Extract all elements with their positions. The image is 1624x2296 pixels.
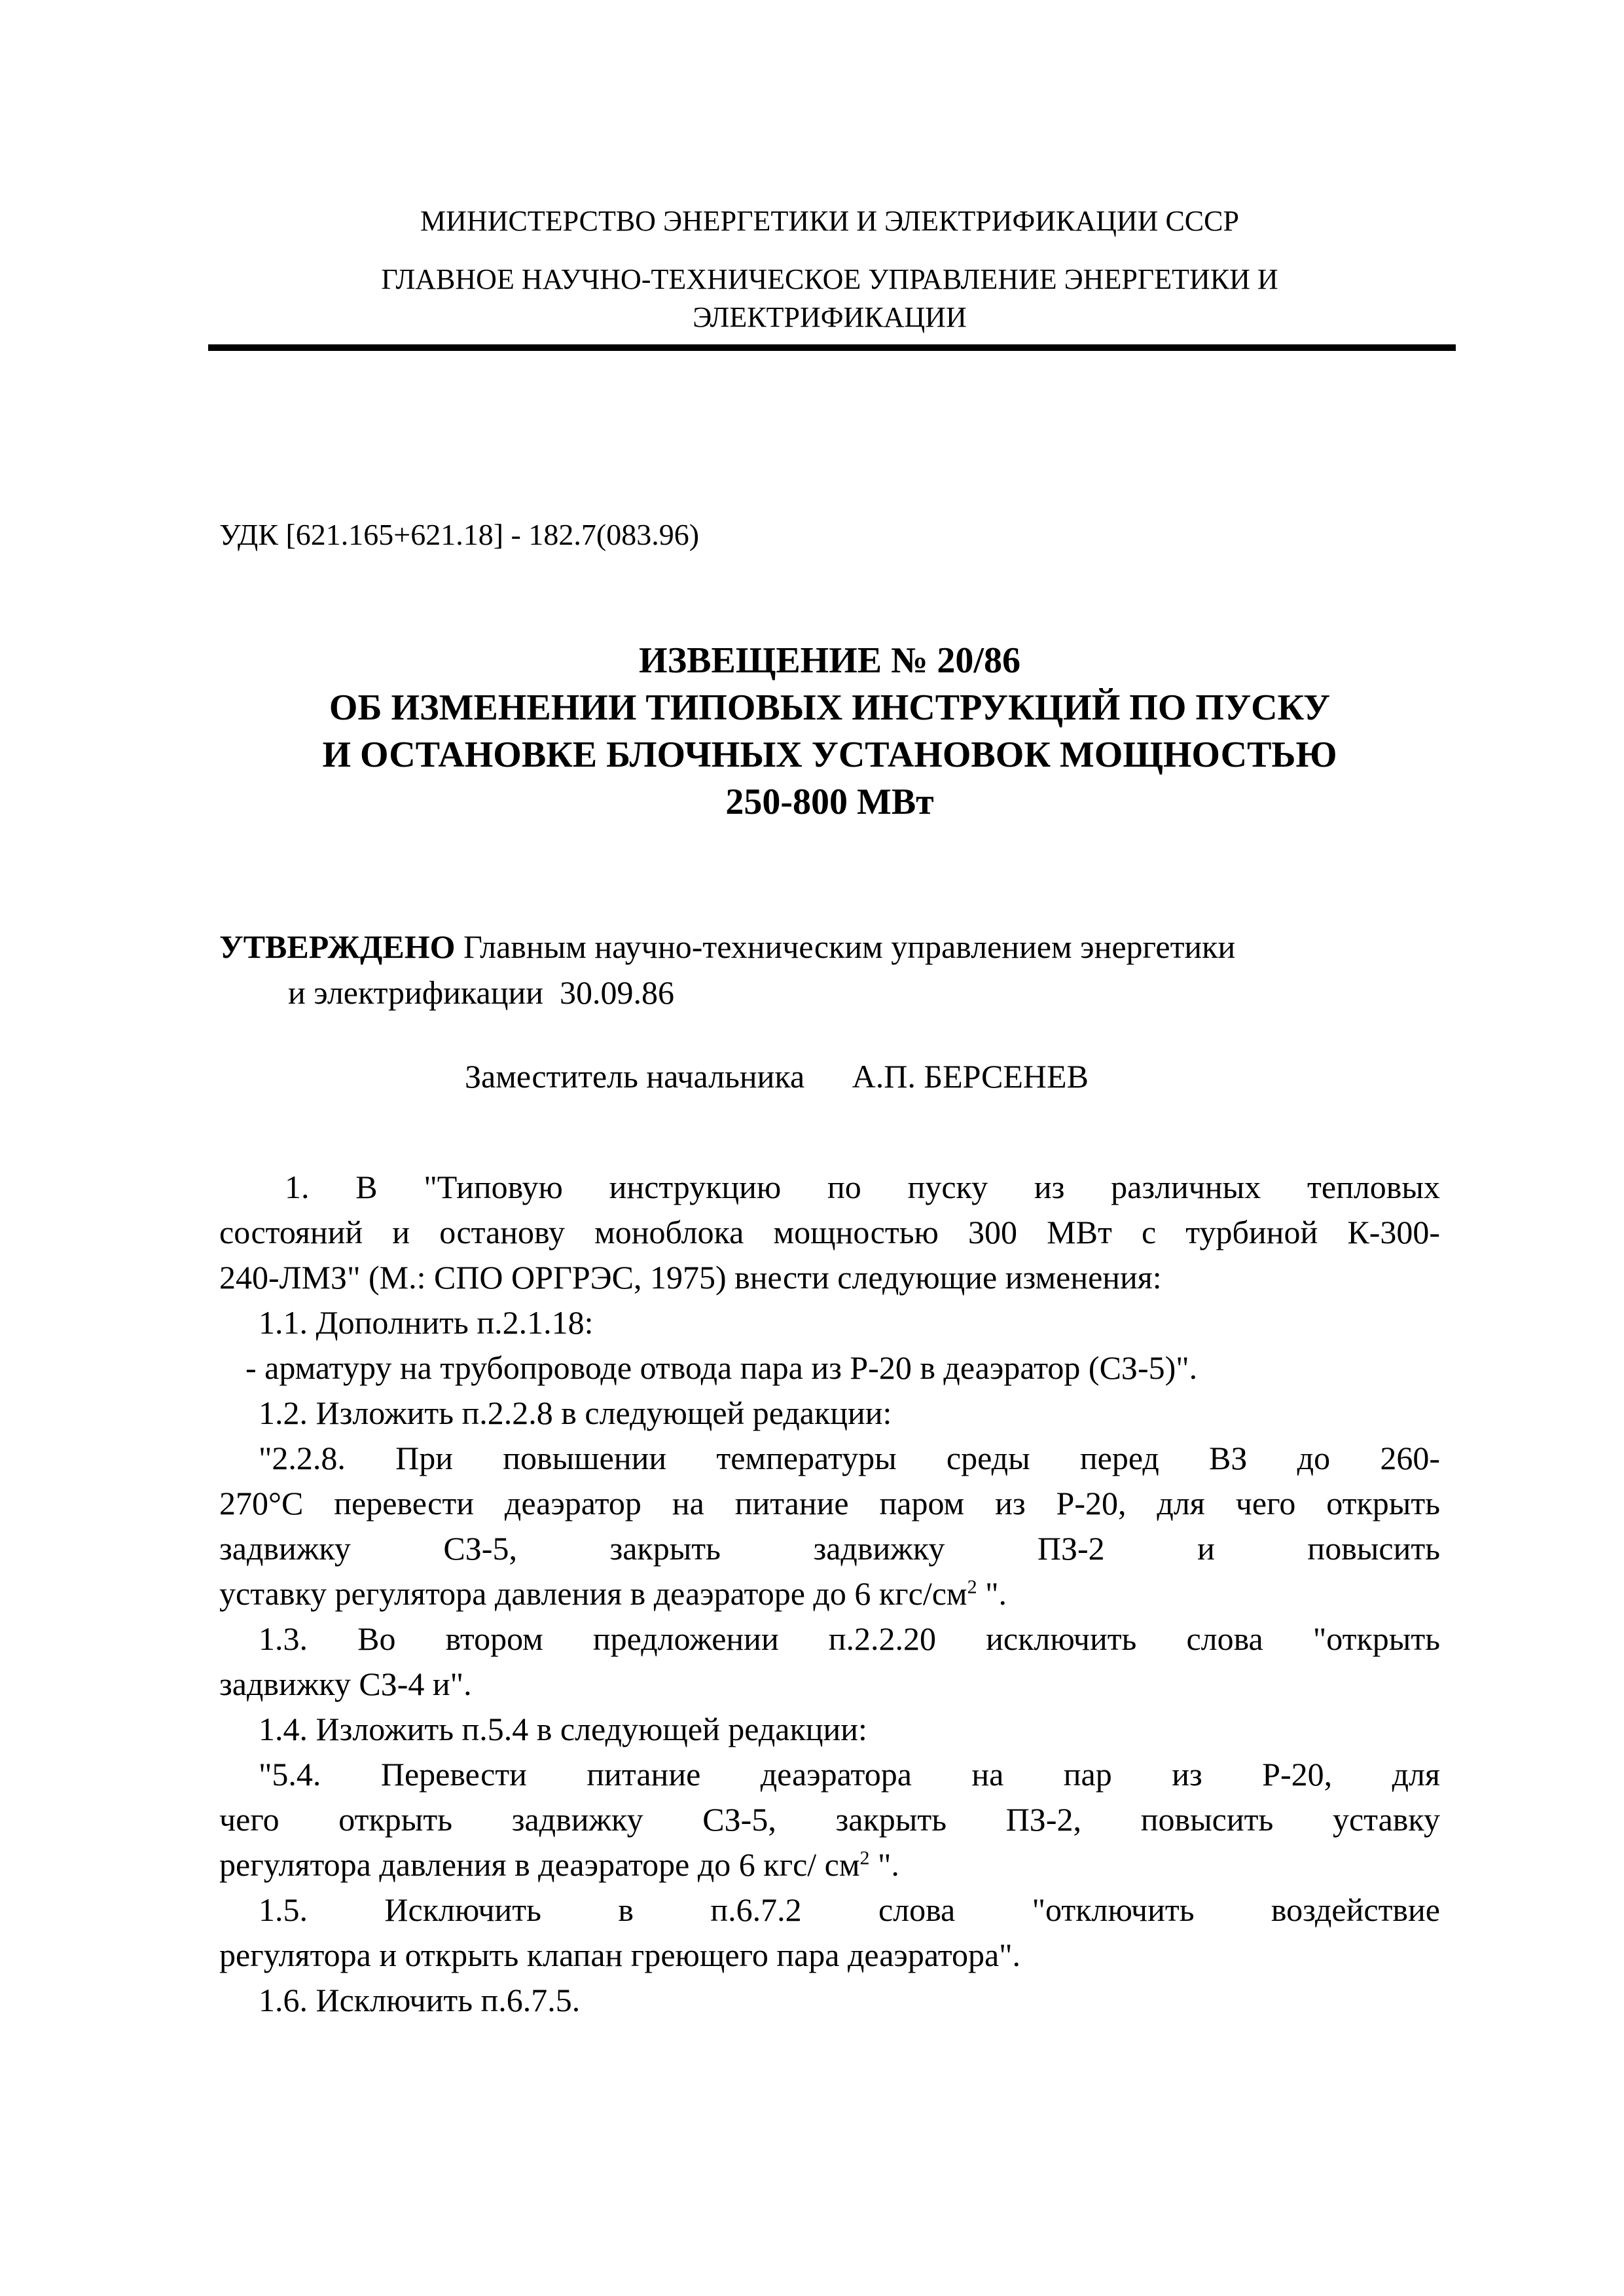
body-text-line	[219, 1571, 1440, 1616]
body-text-line	[219, 1887, 1440, 1933]
superscript-text: 2	[967, 1576, 977, 1598]
body-text-line	[219, 1797, 1440, 1842]
title-line-4: 250-800 МВт	[725, 782, 934, 822]
body-text-line	[219, 1165, 1440, 1210]
body-text-line	[219, 1752, 1440, 1797]
approval-line-2: и электрификации 30.09.86	[288, 974, 674, 1011]
text-segment: 1.6. Исключить п.6.7.5.	[259, 1982, 581, 2018]
header-ministry-line: МИНИСТЕРСТВО ЭНЕРГЕТИКИ И ЭЛЕКТРИФИКАЦИИ СССР	[420, 205, 1239, 237]
body-text-line	[219, 1255, 1440, 1300]
body-text-line	[219, 1526, 1440, 1571]
body-text-line	[219, 1662, 1440, 1707]
body-text-line	[219, 1391, 1440, 1436]
title-line-1: ИЗВЕЩЕНИЕ № 20/86	[639, 640, 1020, 681]
body-text-line	[219, 1345, 1440, 1391]
text-segment: "5.4. Перевести питание деаэратора на пар из Р-20, для	[259, 1756, 1440, 1793]
signature-line	[219, 1053, 1440, 1099]
text-segment: ".	[977, 1575, 1007, 1612]
text-segment: 270°С перевести деаэратор на питание паром из Р-20, для чего открыть	[219, 1485, 1440, 1522]
text-segment: задвижку СЗ-4 и".	[219, 1666, 472, 1702]
text-segment: задвижку СЗ-5, закрыть задвижку ПЗ-2 и повысить	[219, 1530, 1440, 1567]
body-text-line	[219, 1616, 1440, 1662]
text-segment: чего открыть задвижку СЗ-5, закрыть ПЗ-2, повысить уставку	[219, 1801, 1440, 1838]
udk-classification-line: УДК [621.165+621.18] - 182.7(083.96)	[219, 518, 700, 551]
text-segment: "2.2.8. При повышении температуры среды перед ВЗ до 260-	[259, 1440, 1440, 1476]
approved-text: Главным научно-техническим управлением энергетики	[455, 928, 1236, 965]
body-text-line	[219, 1436, 1440, 1481]
title-line-2: ОБ ИЗМЕНЕНИИ ТИПОВЫХ ИНСТРУКЦИЙ ПО ПУСКУ	[329, 687, 1331, 728]
text-segment: регулятора давления в деаэраторе до 6 кгс/ см	[219, 1846, 860, 1883]
notice-title	[219, 637, 1440, 826]
body-text-line	[219, 1842, 1440, 1887]
text-segment: регулятора и открыть клапан греющего пара деаэратора".	[219, 1937, 1021, 1973]
document-body	[219, 1165, 1440, 2023]
text-segment: 1.4. Изложить п.5.4 в следующей редакции:	[259, 1711, 867, 1747]
text-segment: состояний и останову моноблока мощностью 300 МВт с турбиной К-300-	[219, 1214, 1440, 1250]
signature-role: Заместитель начальника	[465, 1058, 805, 1095]
body-text-line	[219, 1210, 1440, 1255]
approval-block	[219, 924, 1440, 1015]
text-segment: 1. В "Типовую инструкцию по пуску из различных тепловых	[285, 1169, 1440, 1205]
document-content	[0, 204, 1624, 2023]
header-rule-divider	[208, 344, 1456, 351]
body-text-line	[219, 1978, 1440, 2023]
body-text-line	[219, 1300, 1440, 1345]
text-segment: 1.2. Изложить п.2.2.8 в следующей редакции:	[259, 1394, 892, 1431]
text-segment: 1.3. Во втором предложении п.2.2.20 исключить слова "открыть	[259, 1620, 1440, 1657]
text-segment: 240-ЛМЗ" (М.: СПО ОРГРЭС, 1975) внести следующие изменения:	[219, 1259, 1162, 1296]
body-text-line	[219, 1481, 1440, 1526]
text-segment: - арматуру на трубопроводе отвода пара из Р-20 в деаэратор (СЗ-5)".	[245, 1349, 1198, 1386]
title-line-3: И ОСТАНОВКЕ БЛОЧНЫХ УСТАНОВОК МОЩНОСТЬЮ	[322, 735, 1337, 775]
signature-name: А.П. БЕРСЕНЕВ	[852, 1058, 1089, 1095]
approval-line-1	[219, 924, 1440, 970]
text-segment: уставку регулятора давления в деаэраторе до 6 кгс/см	[219, 1575, 967, 1612]
header-department-line: ГЛАВНОЕ НАУЧНО-ТЕХНИЧЕСКОЕ УПРАВЛЕНИЕ ЭНЕРГЕТИКИ И ЭЛЕКТРИФИКАЦИИ	[381, 263, 1278, 333]
text-segment: ".	[869, 1846, 899, 1883]
body-text-line	[219, 1707, 1440, 1752]
approved-label: УТВЕРЖДЕНО	[219, 928, 456, 965]
text-segment: 1.1. Дополнить п.2.1.18:	[259, 1304, 594, 1341]
superscript-text: 2	[859, 1847, 870, 1869]
body-text-line	[219, 1933, 1440, 1978]
text-segment: 1.5. Исключить в п.6.7.2 слова "отключить воздействие	[259, 1891, 1440, 1928]
